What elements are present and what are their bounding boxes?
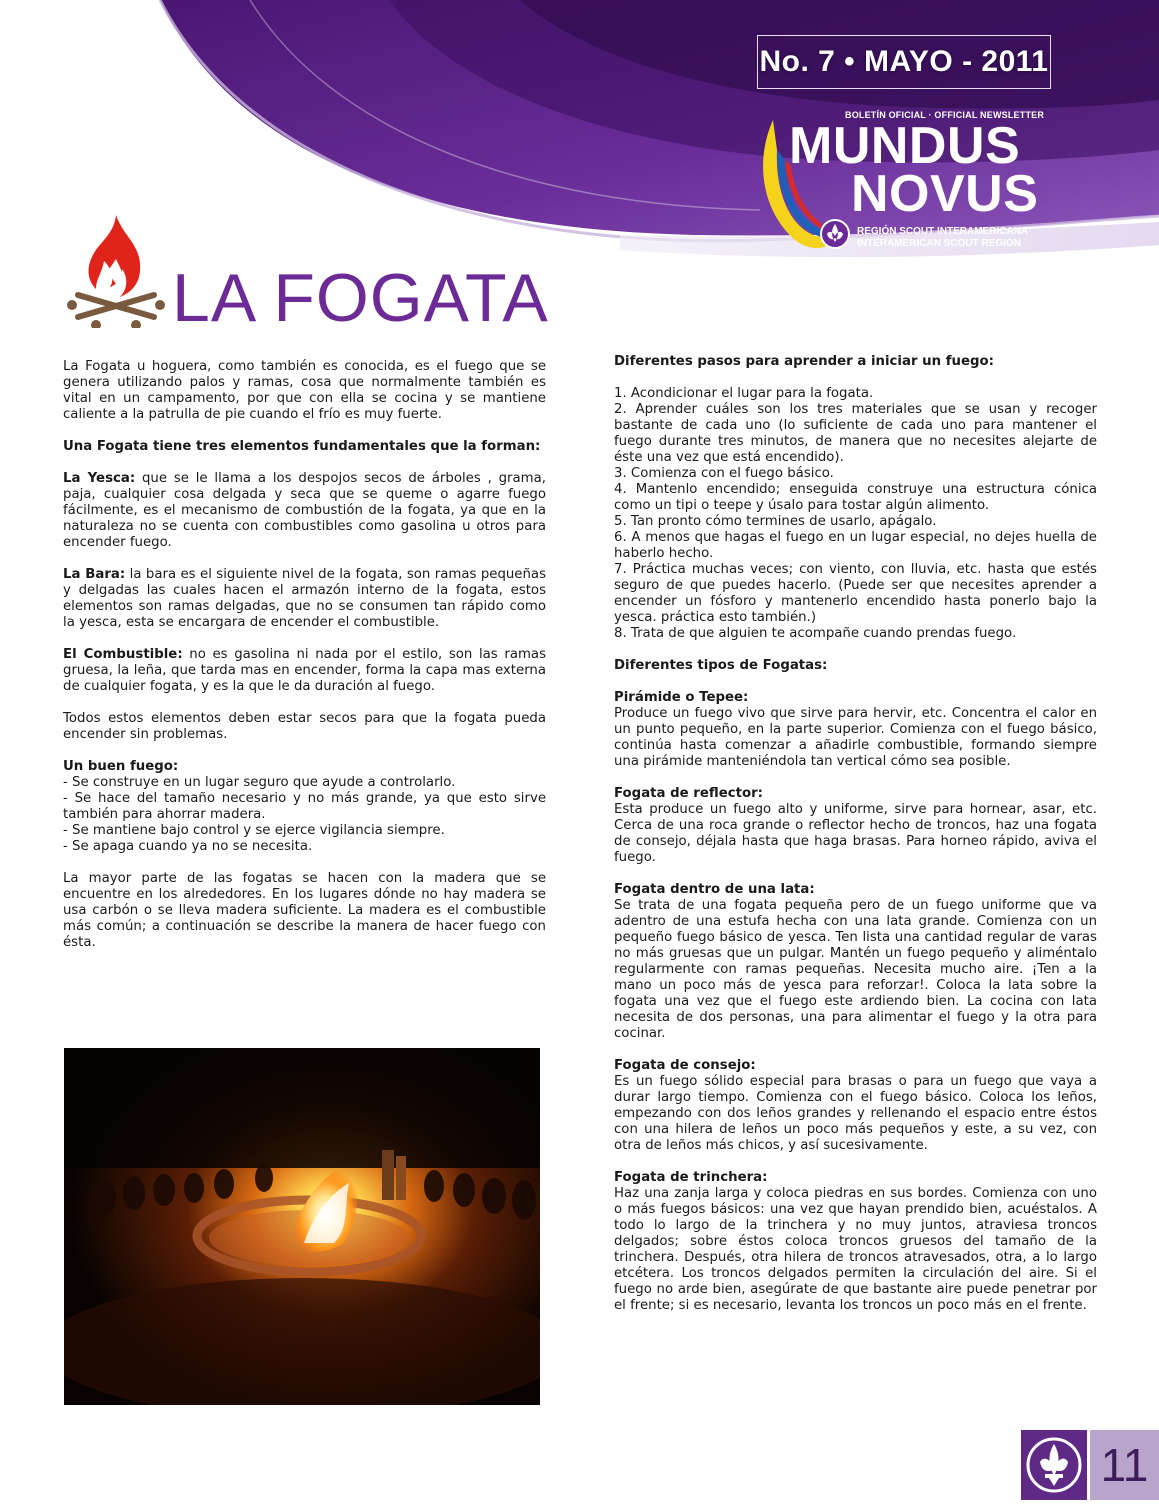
yesca-text: que se le llama a los despojos secos de árboles , grama, paja, cualquier cosa delgada y seca que se queme o agarre fuego fácilmente, es el mecanismo de combustión de la fogata, ya que en la naturaleza no se cuenta con combustibles como gasolina u otros para encender fuego. [63, 471, 546, 550]
article-title-block [66, 218, 549, 336]
fire-type-block [614, 1170, 1097, 1314]
list-item: 8. Trata de que alguien te acompañe cuando prendas fuego. [614, 626, 1017, 641]
combustible-text: no es gasolina ni nada por el estilo, son las ramas gruesa, la leña, que tarda mas en encender, forma la capa mas externa de cualquier fogata, y es la que le da duración al fuego. [63, 647, 546, 694]
list-item: - Se hace del tamaño necesario y no más grande, ya que esto sirve también para ahorrar madera. [63, 791, 546, 822]
fire-type-text: Se trata de una fogata pequeña pero de un fuego uniforme que va adentro de una estufa hecha con una lata grande. Comienza con un pequeño fuego básico de yesca. Ten lista una cantidad regular de varas no más gruesas que un pulgar. Mantén un fuego pequeño y aliméntalo regularmente con ramas pequeñas. Necesita mucho aire. ¡Ten a la mano un poco más de yesca para reforzar!. Coloca la lata sobre la fogata una vez que el fuego este ardiendo bien. La cocina con lata necesita de dos personas, una para alimentar el fuego y la otra para cocinar. [614, 898, 1097, 1041]
fire-type-text: Esta produce un fuego alto y uniforme, sirve para hornear, asar, etc. Cerca de una roca grande o reflector hecho de troncos, haz una fogata de consejo, déjala hasta que haga brasas. Para horneo rápido, aviva el fuego. [614, 802, 1097, 865]
list-item: 1. Acondicionar el lugar para la fogata. [614, 386, 874, 401]
list-item: 3. Comienza con el fuego básico. [614, 466, 834, 481]
fire-type-name: Fogata dentro de una lata: [614, 882, 815, 897]
steps-list [614, 386, 1097, 642]
good-fire-heading: Un buen fuego: [63, 759, 179, 774]
types-heading: Diferentes tipos de Fogatas: [614, 658, 828, 673]
fire-type-text: Produce un fuego vivo que sirve para hervir, etc. Concentra el calor en un punto pequeño, en la parte superior. Comienza con el fuego básico, continúa hasta comenzar a añadirle combustible, formando siempre una pirámide manteniéndola tan vertical cómo sea posible. [614, 706, 1097, 769]
fire-type-text: Haz una zanja larga y coloca piedras en sus bordes. Comienza con uno o más fuegos básicos: una vez que hayan prendido bien, acuéstalos. A todo lo largo de la trinchera y no muy juntos, atraviesa troncos delgados; sobre éstos coloca troncos gruesos del tamaño de la trinchera. Después, otra hilera de troncos atravesados, otra, a lo largo etcétera. Los troncos delgados permiten la circulación del aire. Si el fuego no arde bien, asegúrate de que bastante aire puede penetrar por el frente; si es necesario, levanta los troncos un poco más en el frente. [614, 1186, 1097, 1313]
mundus-novus-logo [755, 110, 1055, 270]
fleur-de-lis-icon [1021, 1430, 1087, 1500]
fire-type-name: Fogata de reflector: [614, 786, 763, 801]
list-item: 7. Práctica muchas veces; con viento, con lluvia, etc. hasta que estés seguro de que puedes hacerlo. (Puede ser que necesites aprender a encender un fósforo y mantenerlo encendido hasta ponerlo bajo la yesca. práctica esto también.) [614, 562, 1097, 625]
intro-paragraph: La Fogata u hoguera, como también es conocida, es el fuego que se genera utilizando palos y ramas, cosa que normalmente también es vital en un campamento, por que con ella se cocina y se mantiene caliente a la patrulla de pie cuando el frío es muy fuerte. [63, 359, 546, 422]
logo-region-en: INTERAMERICAN SCOUT REGION [857, 238, 1021, 249]
combustible-paragraph [63, 647, 546, 695]
list-item: 5. Tan pronto cómo termines de usarlo, apágalo. [614, 514, 937, 529]
logo-word-novus: NOVUS [851, 165, 1039, 223]
combustible-label: El Combustible: [63, 647, 183, 662]
issue-label: No. 7 • MAYO - 2011 [757, 35, 1051, 89]
article-title: LA FOGATA [172, 260, 549, 336]
fire-type-text: Es un fuego sólido especial para brasas o para un fuego que vaya a durar largo tiempo. Comienza con el fuego básico. Coloca los leños, empezando con dos leños grandes y rellenando el espacio entre éstos con una hilera de leños un poco más pequeños y este, a su vez, con otra de leños más chicos, y así sucesivamente. [614, 1074, 1097, 1153]
logo-word-mundus: MUNDUS [789, 117, 1021, 175]
logo-region-es: REGIÓN SCOUT INTERAMERICANA [857, 226, 1029, 237]
campfire-photo [64, 1048, 540, 1405]
steps-heading: Diferentes pasos para aprender a iniciar un fuego: [614, 354, 994, 369]
bara-text: la bara es el siguiente nivel de la fogata, son ramas pequeñas y delgadas las cuales hacen el armazón interno de la fogata, estos elementos son ramas delgadas, que no se consumen tan rápido como la yesca, esta se encargara de encender el combustible. [63, 567, 546, 630]
list-item: - Se construye en un lugar seguro que ayude a controlarlo. [63, 775, 456, 790]
logo-tagline: BOLETÍN OFICIAL · OFFICIAL NEWSLETTER [845, 110, 1045, 120]
fire-type-name: Fogata de consejo: [614, 1058, 756, 1073]
fire-type-name: Pirámide o Tepee: [614, 690, 749, 705]
list-item: 6. A menos que hagas el fuego en un lugar especial, no dejes huella de haberlo hecho. [614, 530, 1097, 561]
elements-heading: Una Fogata tiene tres elementos fundamentales que la forman: [63, 439, 541, 454]
fire-type-block [614, 1058, 1097, 1154]
fire-type-block [614, 690, 1097, 770]
closing-paragraph: La mayor parte de las fogatas se hacen con la madera que se encuentre en los alrededores. En los lugares dónde no hay madera se usa carbón o se lleva madera suficiente. La madera es el combustible más común; a continuación se describe la manera de hacer fuego con ésta. [63, 871, 546, 950]
page-number: 11 [1090, 1430, 1159, 1500]
fire-type-block [614, 882, 1097, 1042]
fire-type-block [614, 786, 1097, 866]
bara-paragraph [63, 567, 546, 631]
list-item: 4. Mantenlo encendido; enseguida construye una estructura cónica como un tipi o teepe y úsalo para tostar algún alimento. [614, 482, 1097, 513]
yesca-paragraph [63, 471, 546, 551]
good-fire-list [63, 775, 546, 855]
right-column [614, 354, 1097, 1330]
left-column [63, 359, 546, 967]
yesca-label: La Yesca: [63, 471, 136, 486]
list-item: - Se apaga cuando ya no se necesita. [63, 839, 313, 854]
list-item: 2. Aprender cuáles son los tres materiales que se usan y recoger bastante de cada uno (lo suficiente de cada uno para mantener el fuego durante tres minutos, de manera que no necesites alejarte de éste una vez que está encendido). [614, 402, 1097, 465]
bara-label: La Bara: [63, 567, 126, 582]
list-item: - Se mantiene bajo control y se ejerce vigilancia siempre. [63, 823, 445, 838]
fire-type-name: Fogata de trinchera: [614, 1170, 768, 1185]
campfire-icon [66, 213, 166, 328]
dry-note: Todos estos elementos deben estar secos para que la fogata pueda encender sin problemas. [63, 711, 546, 742]
scout-emblem-box [1021, 1430, 1087, 1500]
